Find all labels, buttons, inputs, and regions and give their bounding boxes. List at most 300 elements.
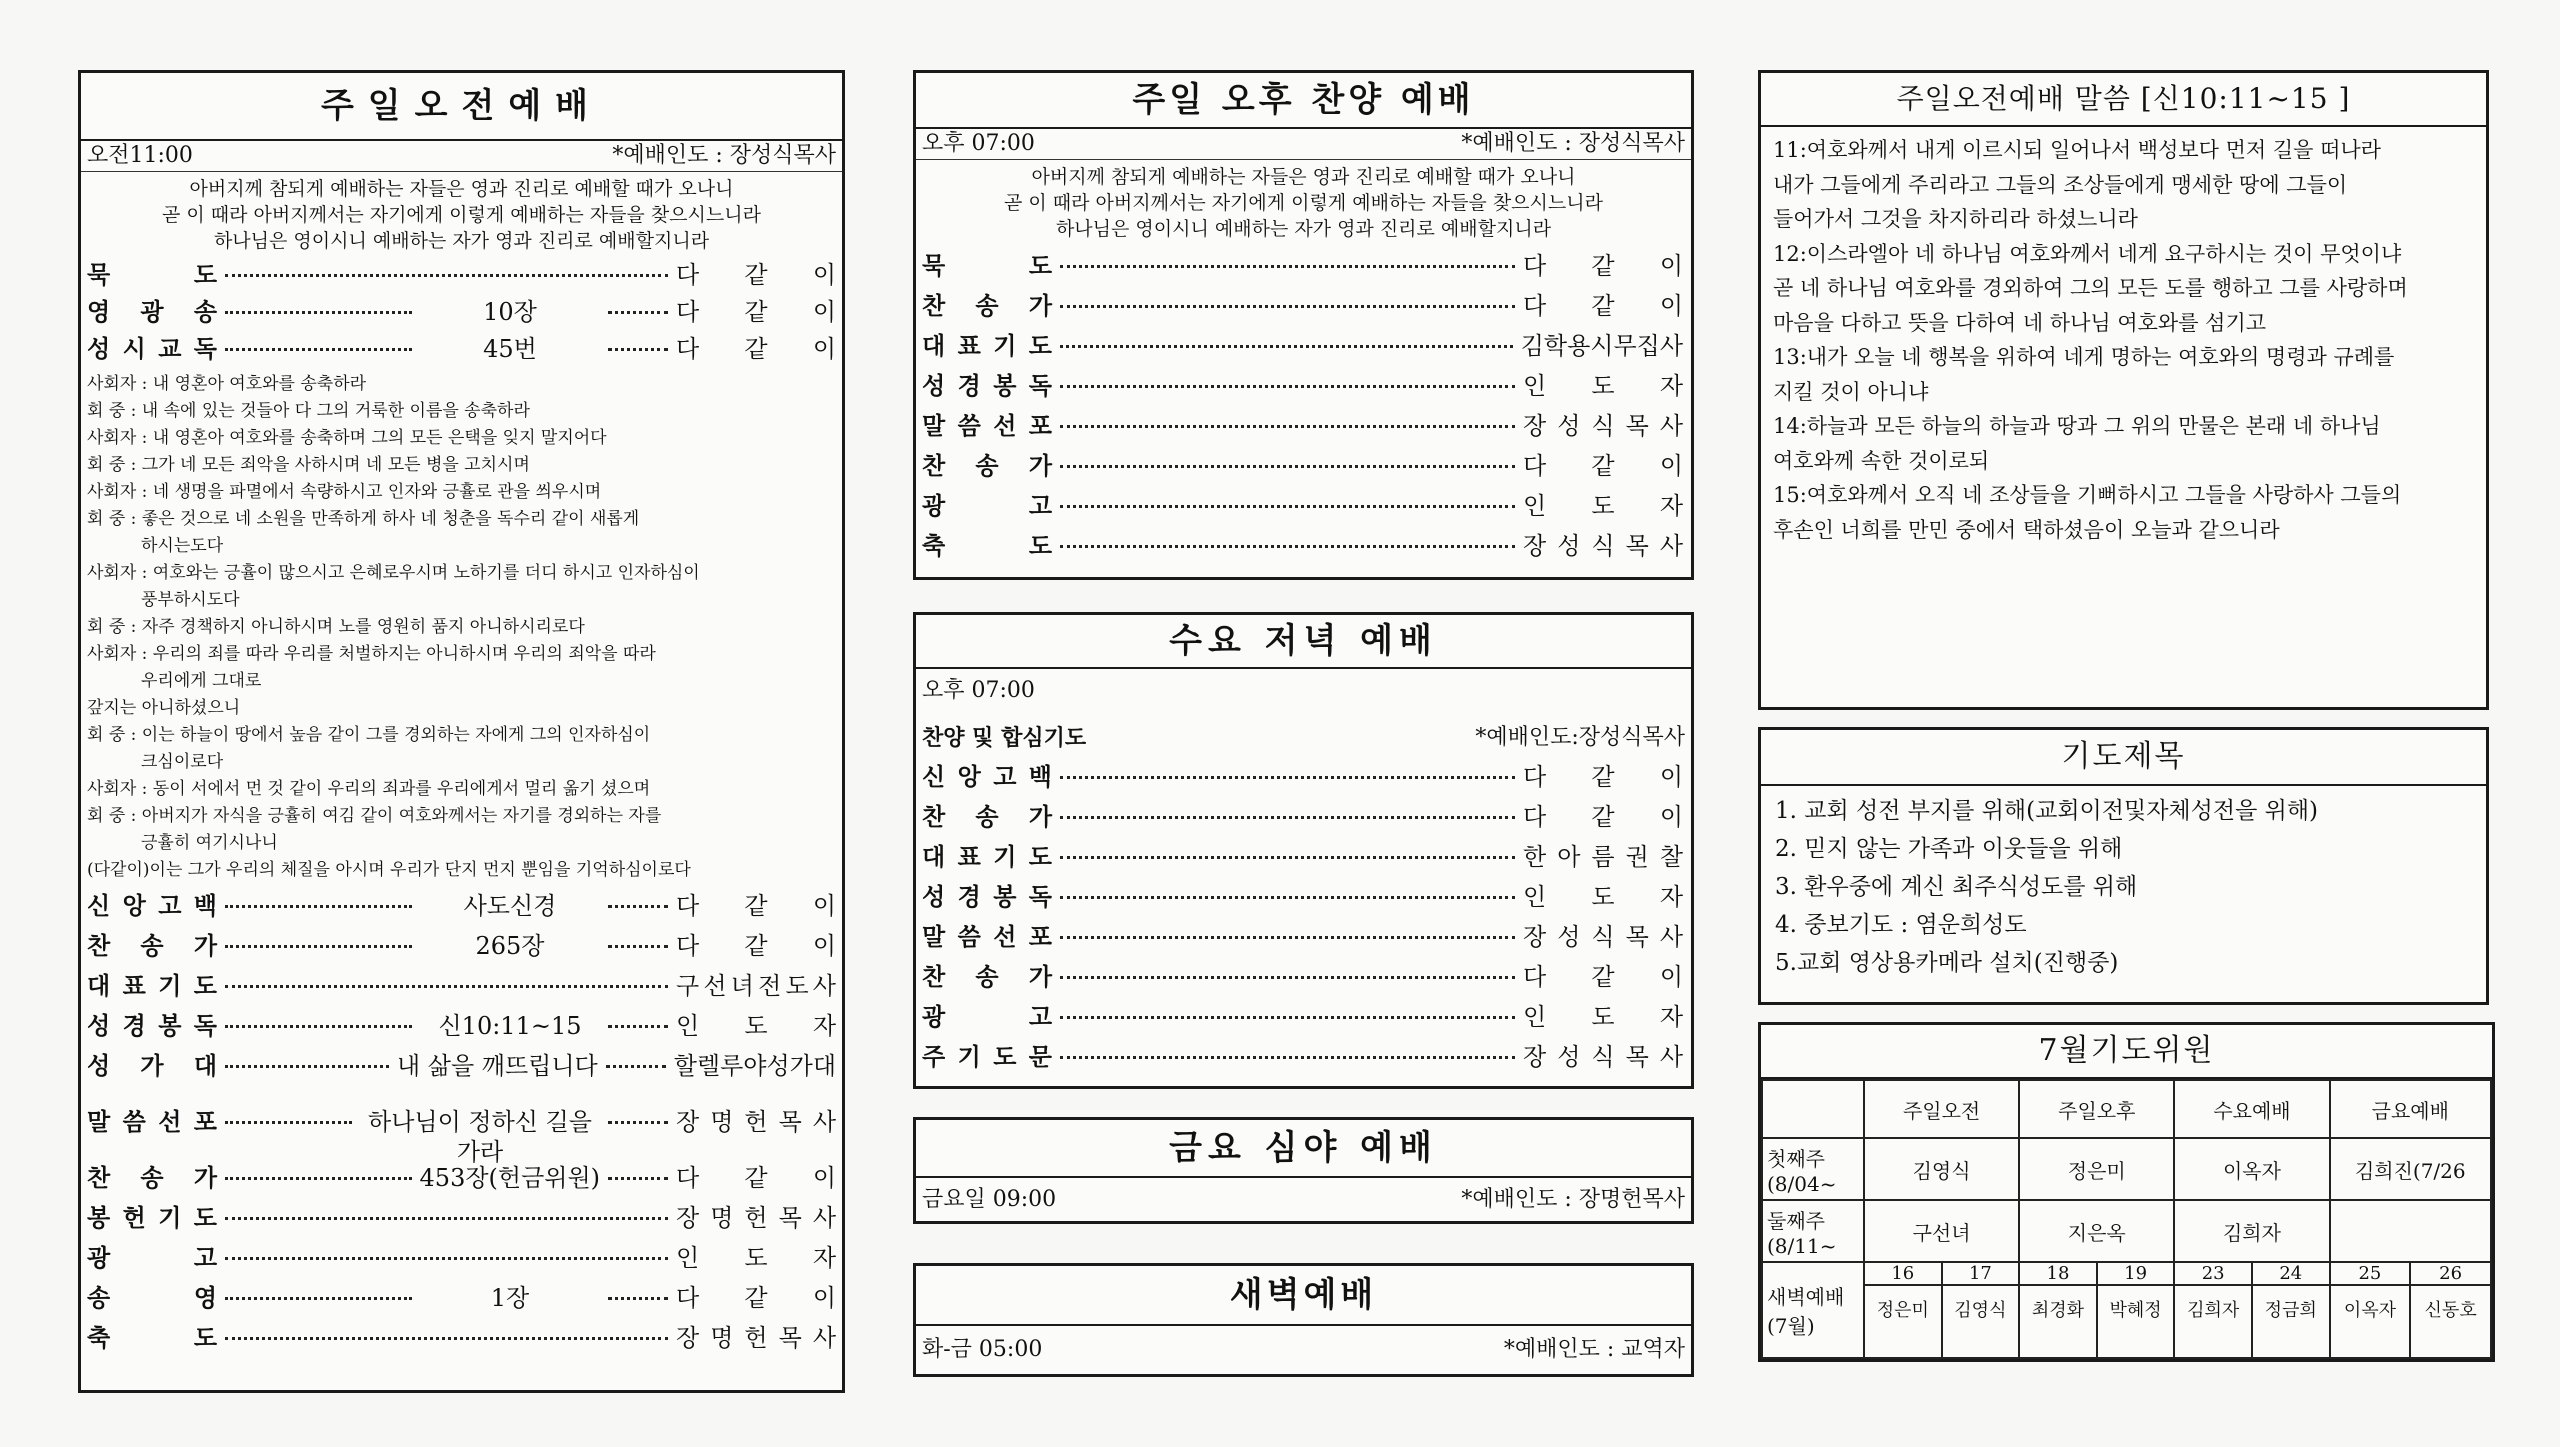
glyph: 씀 <box>122 1107 146 1136</box>
glyph: 한 <box>1523 843 1547 871</box>
responsive-line: 하시는도다 <box>141 536 224 556</box>
glyph: 앙 <box>122 891 146 920</box>
glyph: 송 <box>140 931 164 960</box>
order-item <box>922 246 1683 286</box>
glyph: 포 <box>1028 411 1052 440</box>
glyph: 자 <box>1659 492 1683 520</box>
glyph: 성 <box>922 371 946 400</box>
leader-dots <box>225 985 668 988</box>
prayer-list <box>1761 786 2486 988</box>
roster-dawn-name: 정은미 <box>1876 1300 1929 1321</box>
roster-dawn-name: 김영식 <box>1954 1300 2007 1321</box>
order-label <box>87 926 217 966</box>
glyph: 봉 <box>993 371 1017 400</box>
sermon-line: 후손인 너희를 만민 중에서 택하셨음이 오늘과 같으니라 <box>1773 517 2280 542</box>
sermon-line: 마음을 다하고 뜻을 다하여 네 하나님 여호와를 섬기고 <box>1773 310 2267 335</box>
glyph: 성 <box>1557 412 1581 440</box>
glyph: 목 <box>1625 532 1649 560</box>
glyph: 영 <box>87 297 111 326</box>
sermon-title: 주일오전예배 말씀 [신10:11~15 ] <box>1761 73 2486 127</box>
order-person <box>676 886 836 926</box>
glyph: 영 <box>193 1283 217 1312</box>
order-person <box>1523 1037 1683 1077</box>
roster-week-label-2: (8/11~ <box>1767 1233 1837 1258</box>
afternoon-service-meta <box>916 129 1691 160</box>
glyph: 포 <box>193 1107 217 1136</box>
glyph: 표 <box>122 971 146 1000</box>
glyph: 인 <box>1523 883 1547 911</box>
glyph: 광 <box>922 1002 946 1031</box>
order-label <box>922 526 1052 566</box>
glyph: 광 <box>87 1243 111 1272</box>
glyph: 가 <box>140 1051 164 1080</box>
glyph: 같 <box>744 261 768 289</box>
order-person <box>1523 366 1683 406</box>
glyph: 같 <box>744 932 768 960</box>
morning-intro-line: 곧 이 때라 아버지께서는 자기에게 이렇게 예배하는 자들을 찾으시느니라 <box>162 204 761 226</box>
leader-dots <box>225 945 412 948</box>
order-person <box>1523 877 1683 917</box>
dawn-service-leader: *예배인도 : 교역자 <box>1503 1337 1685 1362</box>
glyph: 다 <box>676 298 700 326</box>
order-label <box>922 486 1052 526</box>
glyph: 가 <box>1028 802 1052 831</box>
glyph: 고 <box>193 1243 217 1272</box>
morning-service-leader: *예배인도 : 장성식목사 <box>612 143 836 168</box>
glyph: 이 <box>1659 963 1683 991</box>
dawn-service-meta <box>916 1326 1691 1374</box>
glyph: 표 <box>957 331 981 360</box>
glyph: 찬 <box>922 962 946 991</box>
glyph: 씀 <box>957 922 981 951</box>
glyph: 선 <box>158 1107 182 1136</box>
glyph: 도 <box>785 972 809 1000</box>
glyph: 다 <box>1523 763 1547 791</box>
glyph: 름 <box>1591 843 1615 871</box>
glyph: 도 <box>1591 492 1615 520</box>
order-item <box>922 486 1683 526</box>
prayer-item: 4. 중보기도 : 염운희성도 <box>1775 912 2027 938</box>
glyph: 녀 <box>730 972 754 1000</box>
glyph: 송 <box>140 1163 164 1192</box>
leader-dots <box>1060 505 1515 508</box>
sermon-line: 여호와께 속한 것이로되 <box>1773 448 1990 473</box>
morning-order-bottom <box>81 886 842 1358</box>
order-label <box>87 886 217 926</box>
glyph: 도 <box>1591 1003 1615 1031</box>
responsive-line: 사회자 : 네 생명을 파멸에서 속량하시고 인자와 긍휼로 관을 씌우시며 <box>87 482 602 502</box>
roster-header: 주일오전 <box>1864 1080 2019 1138</box>
roster-cell: 김희자 <box>2174 1200 2329 1262</box>
glyph: 송 <box>193 297 217 326</box>
sermon-line: 내가 그들에게 주리라고 그들의 조상들에게 맹세한 땅에 그들이 <box>1773 172 2348 197</box>
sermon-line: 곧 네 하나님 여호와를 경외하여 그의 모든 도를 행하고 그를 사랑하며 <box>1773 276 2408 300</box>
order-detail: 사도신경 <box>463 892 557 920</box>
glyph: 포 <box>1028 922 1052 951</box>
order-item <box>922 286 1683 326</box>
glyph: 도 <box>993 1042 1017 1071</box>
sermon-text <box>1761 127 2486 553</box>
leader-dots <box>1060 856 1515 859</box>
order-item <box>87 1198 836 1238</box>
glyph: 다 <box>1523 803 1547 831</box>
prayer-title: 기도제목 <box>1761 730 2486 786</box>
glyph: 장 <box>676 1204 700 1232</box>
order-person <box>1523 997 1683 1037</box>
order-label <box>87 1006 217 1046</box>
glyph: 헌 <box>744 1324 768 1352</box>
glyph: 이 <box>812 298 836 326</box>
order-person <box>676 257 836 294</box>
order-person <box>1523 406 1683 446</box>
order-person <box>676 926 836 966</box>
leader-dots <box>225 1065 389 1068</box>
order-label <box>922 326 1052 366</box>
glyph: 목 <box>778 1108 802 1136</box>
glyph: 독 <box>193 334 217 363</box>
order-person <box>676 1278 836 1318</box>
order-person <box>1523 486 1683 526</box>
order-label <box>87 1086 217 1158</box>
leader-dots <box>225 1297 412 1300</box>
glyph: 고 <box>1028 1002 1052 1031</box>
order-detail: 45번 <box>483 335 537 363</box>
glyph: 집 <box>1636 332 1660 360</box>
glyph: 같 <box>744 1284 768 1312</box>
order-item <box>922 997 1683 1037</box>
roster-header: 수요예배 <box>2174 1080 2329 1138</box>
glyph: 자 <box>812 1012 836 1040</box>
order-person <box>674 1046 836 1086</box>
glyph: 학 <box>1543 332 1568 360</box>
glyph: 도 <box>1591 883 1615 911</box>
glyph: 도 <box>744 1012 768 1040</box>
roster-header: 주일오후 <box>2019 1080 2174 1138</box>
order-person <box>1523 797 1683 837</box>
order-person <box>1523 757 1683 797</box>
order-item <box>87 1238 836 1278</box>
glyph: 사 <box>812 1108 836 1136</box>
friday-service-title: 금요 심야 예배 <box>916 1120 1691 1178</box>
glyph: 묵 <box>87 260 111 289</box>
responsive-line: (다같이)이는 그가 우리의 체질을 아시며 우리가 단지 먼지 뿐임을 기억하심이로다 <box>87 860 691 880</box>
order-person <box>676 294 836 331</box>
leader-dots <box>1060 305 1515 308</box>
leader-dots <box>1060 896 1515 899</box>
glyph: 다 <box>676 1164 700 1192</box>
order-label <box>922 366 1052 406</box>
order-person <box>676 331 836 368</box>
leader-dots <box>1060 425 1515 428</box>
roster-cell: 김희진(7/26 <box>2330 1138 2491 1200</box>
glyph: 송 <box>87 1283 111 1312</box>
leader-dots <box>608 348 668 351</box>
afternoon-service-panel <box>913 70 1694 580</box>
glyph: 찬 <box>87 1163 111 1192</box>
glyph: 도 <box>193 260 217 289</box>
roster-dawn-label <box>1762 1262 1864 1358</box>
leader-dots <box>225 1217 668 1220</box>
order-person <box>1521 326 1683 366</box>
glyph: 다 <box>676 335 700 363</box>
glyph: 이 <box>812 932 836 960</box>
afternoon-service-time: 오후 07:00 <box>922 131 1035 156</box>
leader-dots <box>1060 465 1515 468</box>
morning-intro-line: 하나님은 영이시니 예배하는 자가 영과 진리로 예배할지니라 <box>213 230 710 252</box>
roster-dawn-cell <box>2174 1262 2252 1358</box>
morning-service-panel <box>78 70 845 1393</box>
responsive-line: 풍부하시도다 <box>141 590 240 610</box>
glyph: 찬 <box>922 802 946 831</box>
glyph: 장 <box>676 1324 700 1352</box>
glyph: 도 <box>1028 331 1052 360</box>
glyph: 사 <box>812 1204 836 1232</box>
order-item <box>922 917 1683 957</box>
glyph: 인 <box>1523 372 1547 400</box>
glyph: 인 <box>1523 1003 1547 1031</box>
glyph: 인 <box>1523 492 1547 520</box>
leader-dots <box>225 1177 412 1180</box>
glyph: 같 <box>1591 292 1615 320</box>
glyph: 사 <box>1659 332 1683 360</box>
glyph: 대 <box>193 1051 217 1080</box>
roster-dawn-day: 24 <box>2253 1263 2329 1286</box>
order-item <box>87 1006 836 1046</box>
prayer-item: 2. 믿지 않는 가족과 이웃들을 위해 <box>1775 836 2123 862</box>
order-item <box>87 966 836 1006</box>
order-person <box>676 966 836 1006</box>
glyph: 인 <box>676 1244 700 1272</box>
morning-service-title: 주일오전예배 <box>81 73 842 141</box>
order-item <box>922 837 1683 877</box>
glyph: 가 <box>193 931 217 960</box>
roster-dawn-name: 정금희 <box>2264 1300 2317 1321</box>
glyph: 사 <box>1659 412 1683 440</box>
sermon-line: 들어가서 그것을 차지하리라 하셨느니라 <box>1773 207 2138 231</box>
afternoon-order <box>916 242 1691 566</box>
leader-dots <box>1060 976 1515 979</box>
wednesday-order <box>916 757 1691 1077</box>
roster-week-label-2: (8/04~ <box>1767 1171 1837 1196</box>
responsive-line: 사회자 : 동이 서에서 먼 것 같이 우리의 죄과를 우리에게서 멀리 옮기 셨으며 <box>87 779 651 799</box>
glyph: 같 <box>744 335 768 363</box>
wednesday-praise: 찬양 및 합심기도 <box>922 725 1087 751</box>
glyph: 김 <box>1520 332 1544 360</box>
responsive-line: 사회자 : 여호와는 긍휼이 많으시고 은혜로우시며 노하기를 더디 하시고 인자하심이 <box>87 563 700 583</box>
glyph: 가 <box>789 1052 813 1080</box>
order-item <box>922 957 1683 997</box>
glyph: 봉 <box>87 1203 111 1232</box>
glyph: 명 <box>710 1204 734 1232</box>
roster-dawn-cell <box>2252 1262 2330 1358</box>
friday-service-time: 금요일 09:00 <box>922 1187 1057 1212</box>
order-person <box>676 1158 836 1198</box>
glyph: 사 <box>812 972 836 1000</box>
glyph: 가 <box>1028 962 1052 991</box>
morning-responsive-reading <box>81 371 842 884</box>
responsive-line: 갚지는 아니하셨으니 <box>87 698 241 718</box>
order-item <box>87 293 836 330</box>
friday-service-meta <box>916 1178 1691 1222</box>
order-detail: 1장 <box>490 1284 530 1312</box>
glyph: 명 <box>710 1324 734 1352</box>
glyph: 다 <box>1523 252 1547 280</box>
glyph: 기 <box>993 842 1017 871</box>
leader-dots <box>608 905 668 908</box>
glyph: 자 <box>1659 883 1683 911</box>
glyph: 성 <box>87 1011 111 1040</box>
leader-dots <box>1060 936 1515 939</box>
leader-dots <box>608 1121 668 1124</box>
leader-dots <box>608 1025 668 1028</box>
glyph: 전 <box>758 972 782 1000</box>
order-person <box>676 1086 836 1158</box>
glyph: 광 <box>922 491 946 520</box>
glyph: 권 <box>1625 843 1649 871</box>
glyph: 같 <box>744 892 768 920</box>
roster-cell: 김영식 <box>1864 1138 2019 1200</box>
glyph: 선 <box>703 972 727 1000</box>
roster-dawn-cell <box>1864 1262 1942 1358</box>
order-person <box>676 1198 836 1238</box>
glyph: 성 <box>1557 532 1581 560</box>
glyph: 할 <box>673 1052 697 1080</box>
glyph: 성 <box>87 334 111 363</box>
glyph: 문 <box>1028 1042 1052 1071</box>
glyph: 말 <box>87 1107 111 1136</box>
glyph: 성 <box>1557 1043 1581 1071</box>
glyph: 축 <box>87 1323 111 1352</box>
prayer-item: 3. 환우중에 계신 최주식성도를 위해 <box>1775 874 2138 900</box>
order-label <box>87 1046 217 1086</box>
glyph: 말 <box>922 922 946 951</box>
glyph: 이 <box>812 892 836 920</box>
glyph: 용 <box>1567 332 1591 360</box>
responsive-line: 사회자 : 내 영혼아 여호와를 송축하며 그의 모든 은택을 잊지 말지어다 <box>87 428 607 448</box>
glyph: 도 <box>193 1203 217 1232</box>
prayer-item: 5.교회 영상용카메라 설치(진행중) <box>1775 950 2119 976</box>
leader-dots <box>1060 1016 1515 1019</box>
roster-week-label <box>1762 1200 1864 1262</box>
glyph: 이 <box>1659 763 1683 791</box>
glyph: 명 <box>710 1108 734 1136</box>
order-person <box>1523 246 1683 286</box>
afternoon-service-leader: *예배인도 : 장성식목사 <box>1461 131 1685 156</box>
glyph: 대 <box>812 1052 836 1080</box>
glyph: 도 <box>193 1323 217 1352</box>
glyph: 장 <box>676 1108 700 1136</box>
morning-service-time: 오전11:00 <box>87 143 193 168</box>
leader-dots <box>608 1297 668 1300</box>
glyph: 표 <box>957 842 981 871</box>
glyph: 같 <box>1591 763 1615 791</box>
dawn-service-time: 화-금 05:00 <box>922 1337 1043 1362</box>
leader-dots <box>608 311 668 314</box>
glyph: 도 <box>1028 531 1052 560</box>
glyph: 다 <box>1523 963 1547 991</box>
order-item <box>922 446 1683 486</box>
glyph: 목 <box>1625 1043 1649 1071</box>
roster-dawn-day: 18 <box>2020 1263 2096 1286</box>
responsive-line: 사회자 : 우리의 죄를 따라 우리를 처벌하지는 아니하시며 우리의 죄악을 따라 <box>87 644 656 664</box>
glyph: 도 <box>1028 842 1052 871</box>
glyph: 헌 <box>744 1204 768 1232</box>
glyph: 무 <box>1613 332 1637 360</box>
order-label <box>922 757 1052 797</box>
glyph: 같 <box>744 298 768 326</box>
glyph: 경 <box>957 371 981 400</box>
glyph: 봉 <box>993 882 1017 911</box>
glyph: 렐 <box>696 1052 721 1080</box>
order-label <box>922 246 1052 286</box>
order-item <box>922 1037 1683 1077</box>
glyph: 다 <box>1523 452 1547 480</box>
roster-cell <box>2330 1200 2491 1262</box>
glyph: 씀 <box>957 411 981 440</box>
glyph: 루 <box>720 1052 744 1080</box>
order-label <box>87 1278 217 1318</box>
order-person <box>676 1006 836 1046</box>
order-label <box>87 966 217 1006</box>
glyph: 말 <box>922 411 946 440</box>
glyph: 장 <box>1523 532 1547 560</box>
leader-dots <box>1060 816 1515 819</box>
glyph: 장 <box>1523 923 1547 951</box>
order-detail: 내 삶을 깨뜨립니다 <box>396 1052 598 1080</box>
glyph: 식 <box>1591 532 1615 560</box>
leader-dots <box>225 1025 412 1028</box>
roster-dawn-day: 25 <box>2331 1263 2410 1286</box>
order-detail: 신10:11~15 <box>438 1012 582 1040</box>
roster-dawn-day: 26 <box>2411 1263 2490 1286</box>
glyph: 구 <box>676 972 700 1000</box>
order-item <box>922 326 1683 366</box>
dawn-service-title: 새벽예배 <box>916 1266 1691 1326</box>
roster-dawn-label-1: 새벽예배 <box>1767 1285 1845 1309</box>
glyph: 같 <box>1591 963 1615 991</box>
order-person <box>1523 286 1683 326</box>
order-label <box>922 406 1052 446</box>
leader-dots <box>225 905 412 908</box>
glyph: 도 <box>744 1244 768 1272</box>
order-detail: 하나님이 정하신 길을 가라 <box>368 1108 592 1166</box>
glyph: 고 <box>993 762 1017 791</box>
roster-dawn-day: 16 <box>1865 1263 1941 1286</box>
glyph: 기 <box>158 1203 182 1232</box>
glyph: 가 <box>1028 451 1052 480</box>
glyph: 야 <box>743 1052 767 1080</box>
order-label <box>922 837 1052 877</box>
sermon-panel <box>1758 70 2489 710</box>
glyph: 다 <box>676 892 700 920</box>
afternoon-intro-line: 아버지께 참되게 예배하는 자들은 영과 진리로 예배할 때가 오나니 <box>1031 166 1576 188</box>
order-label <box>87 256 217 293</box>
morning-order-top <box>81 256 842 367</box>
order-person <box>1523 917 1683 957</box>
order-item <box>922 526 1683 566</box>
roster-dawn-name: 박혜정 <box>2109 1300 2162 1321</box>
order-label <box>922 997 1052 1037</box>
order-item <box>922 877 1683 917</box>
responsive-line: 긍휼히 여기시나니 <box>141 833 278 853</box>
order-label <box>922 446 1052 486</box>
order-detail: 265장 <box>475 932 545 960</box>
glyph: 자 <box>1659 372 1683 400</box>
glyph: 도 <box>1591 372 1615 400</box>
glyph: 독 <box>193 1011 217 1040</box>
leader-dots <box>225 1257 668 1260</box>
glyph: 독 <box>1028 371 1052 400</box>
